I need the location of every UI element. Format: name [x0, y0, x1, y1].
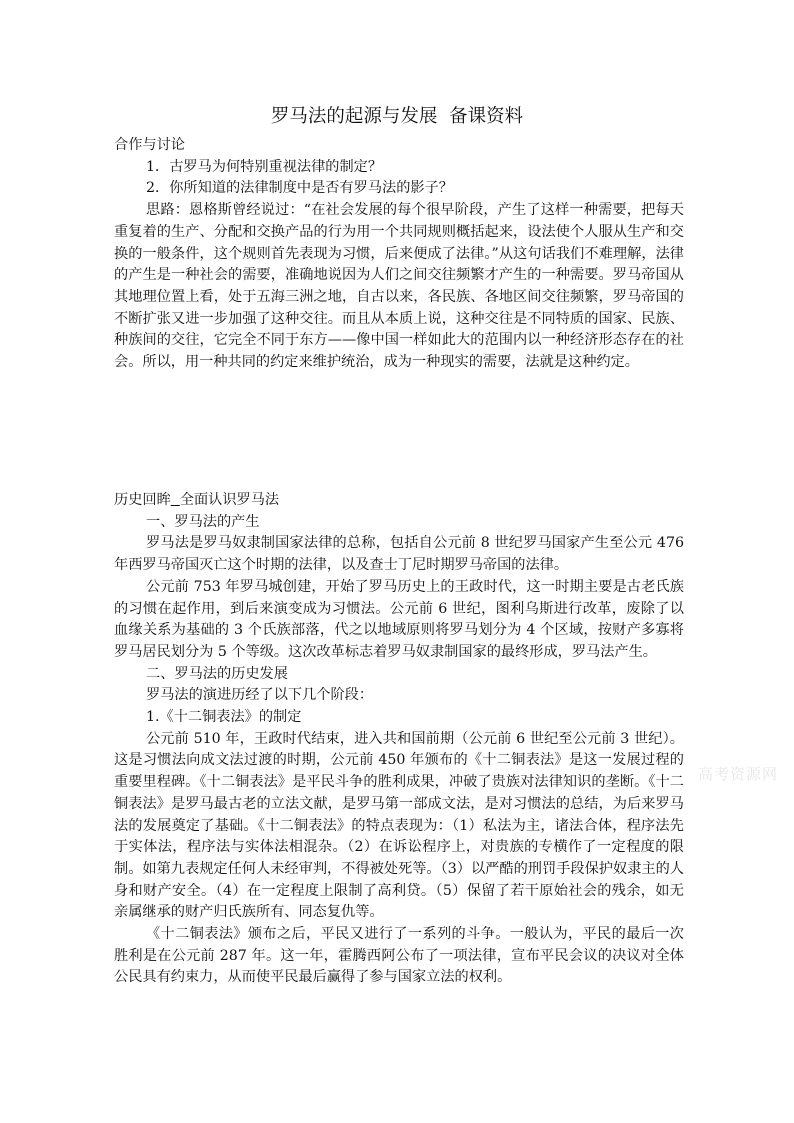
- discussion-section: [114, 135, 684, 374]
- question-1: 1．古罗马为何特别重视法律的制定？: [146, 158, 383, 175]
- subheading-origin: 一、罗马法的产生: [146, 513, 260, 530]
- document-title: 罗马法的起源与发展 备课资料: [270, 106, 524, 127]
- paragraph: 公元前 510 年，王政时代结束，进入共和国前期（公元前 6 世纪至公元前 3 世纪）。这是习惯法向成文法过渡的时期，公元前 450 年颁布的《十二铜表法》是这一发展过程的重要里程碑。《十二铜表法》是平民斗争的胜利成果，冲破了贵族对法律知识的垄断。《十二铜表法》是罗马最古老的立法文献，是罗马第一部成文法，是对习惯法的总结，为后来罗马法的发展奠定了基础。《十二铜表法》的特点表现为：（1）私法为主，诸法合体，程序法先于实体法，程序法与实体法相混杂。（2）在诉讼程序上，对贵族的专横作了一定程度的限制。如第九表规定任何人未经审判，不得被处死等。（3）以严酷的刑罚手段保护奴隶主的人身和财产安全。（4）在一定程度上限制了高利贷。（5）保留了若干原始社会的残余，如无亲属继承的财产归氏族所有、同态复仇等。: [114, 730, 684, 921]
- question-2: 2．你所知道的法律制度中是否有罗马法的影子？: [146, 180, 453, 197]
- paragraph: 《十二铜表法》颁布之后，平民又进行了一系列的斗争。一般认为，平民的最后一次胜利是在公元前 287 年。这一年，霍腾西阿公布了一项法律，宣布平民会议的决议对全体公民具有约束力，从而使平民最后赢得了参与国家立法的权利。: [114, 926, 684, 986]
- subheading-twelve-tables: 1.《十二铜表法》的制定: [146, 709, 302, 726]
- paragraph: 罗马法是罗马奴隶制国家法律的总称，包括自公元前 8 世纪罗马国家产生至公元 476 年西罗马帝国灭亡这个时期的法律，以及查士丁尼时期罗马帝国的法律。: [114, 535, 684, 574]
- section-heading: 合作与讨论: [114, 137, 185, 153]
- subheading-development: 二、罗马法的历史发展: [146, 665, 288, 682]
- history-section: [114, 490, 684, 989]
- paragraph: 罗马法的演进历经了以下几个阶段：: [146, 687, 374, 704]
- section-heading: [114, 490, 684, 512]
- paragraph: 公元前 753 年罗马城创建，开始了罗马历史上的王政时代，这一时期主要是古老氏族的习惯在起作用，到后来演变成为习惯法。公元前 6 世纪，图利乌斯进行改革，废除了以血缘关系为基础的 3 个氏族部落，代之以地域原则将罗马划分为 4 个区域，按财产多寡将罗马居民划分为 5 个等级。这次改革标志着罗马奴隶制国家的最终形成，罗马法产生。: [114, 578, 684, 660]
- heading-part-a: 历史回眸: [114, 492, 171, 508]
- heading-part-b: 全面认识罗马法: [179, 492, 280, 508]
- heading-underline-gap: [171, 492, 180, 508]
- discussion-paragraph: 思路：恩格斯曾经说过：“在社会发展的每个很早阶段，产生了这样一种需要，把每天重复着的生产、分配和交换产品的行为用一个共同规则概括起来，设法使个人服从生产和交换的一般条件，这个规则首先表现为习惯，后来便成了法律。”从这句话我们不难理解，法律的产生是一种社会的需要，准确地说因为人们之间交往频繁才产生的一种需要。罗马帝国从其地理位置上看，处于五海三洲之地，自古以来，各民族、各地区间交往频繁，罗马帝国的不断扩张又进一步加强了这种交往。而且从本质上说，这种交往是不同特质的国家、民族、种族间的交往，它完全不同于东方——像中国一样如此大的范围内以一种经济形态存在的社会。所以，用一种共同的约定来维护统治，成为一种现实的需要，法就是这种约定。: [114, 202, 684, 371]
- watermark: 高考资源网: [698, 765, 779, 783]
